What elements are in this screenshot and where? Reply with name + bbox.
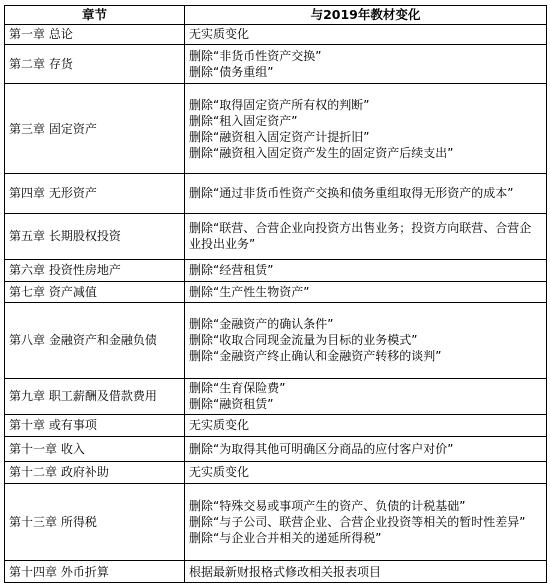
table-row [5, 303, 547, 378]
chapter-cell: 第十四章 外币折算 [5, 561, 185, 583]
change-line: 删除“租入固定资产” [189, 113, 298, 128]
chapter-cell: 第五章 长期股权投资 [5, 213, 185, 259]
chapter-cell: 第十一章 收入 [5, 436, 185, 461]
change-line: 无实质变化 [189, 27, 250, 42]
chapter-cell: 第四章 无形资产 [5, 174, 185, 214]
chapter-cell: 第三章 固定资产 [5, 84, 185, 174]
change-line: 删除“为取得其他可明确区分商品的应付客户对价” [189, 441, 454, 456]
table-row [5, 483, 547, 560]
change-cell [185, 561, 547, 583]
change-line: 删除“收取合同现金流量为目标的业务模式” [189, 333, 418, 348]
change-line: 删除“与子公司、联营企业、合营企业投资等相关的暂时性差异” [189, 514, 526, 529]
change-cell [185, 461, 547, 483]
chapter-cell: 第九章 职工薪酬及借款费用 [5, 378, 185, 415]
change-cell [185, 213, 547, 259]
chapter-cell: 第七章 资产减值 [5, 281, 185, 303]
change-line: 无实质变化 [189, 418, 250, 433]
change-line: 删除“特殊交易或事项产生的资产、负债的计税基础” [189, 498, 466, 513]
change-cell [185, 174, 547, 214]
change-line: 无实质变化 [189, 465, 250, 480]
change-line: 删除“融资租赁” [189, 397, 274, 412]
table-row [5, 561, 547, 583]
change-line: 删除“金融资产终止确认和金融资产转移的谈判” [189, 349, 442, 364]
table-row [5, 281, 547, 303]
chapter-cell: 第十三章 所得税 [5, 483, 185, 560]
chapter-cell: 第八章 金融资产和金融负债 [5, 303, 185, 378]
chapter-cell: 第十二章 政府补助 [5, 461, 185, 483]
change-line: 删除“联营、合营企业向投资方出售业务；投资方向联营、合营企业投出业务” [189, 221, 532, 252]
change-line: 删除“融资租入固定资产发生的固定资产后续支出” [189, 145, 454, 160]
table-row [5, 213, 547, 259]
change-line: 删除“生产性生物资产” [189, 284, 310, 299]
change-cell [185, 25, 547, 45]
chapter-cell: 第六章 投资性房地产 [5, 259, 185, 281]
change-line: 删除“通过非货币性资产交换和债务重组取得无形资产的成本” [189, 186, 514, 201]
chapter-cell: 第二章 存货 [5, 44, 185, 84]
table-row [5, 415, 547, 437]
change-line: 删除“债务重组” [189, 65, 274, 80]
table-row [5, 378, 547, 415]
change-cell [185, 303, 547, 378]
change-cell [185, 259, 547, 281]
table-row [5, 259, 547, 281]
change-line: 删除“生育保险费” [189, 381, 286, 396]
header-change: 与2019年教材变化 [185, 6, 547, 25]
change-line: 根据最新财报格式修改相关报表项目 [189, 564, 382, 579]
change-cell [185, 378, 547, 415]
table-header-row [5, 6, 547, 25]
change-line: 删除“融资租入固定资产计提折旧” [189, 129, 370, 144]
textbook-changes-table [4, 5, 547, 583]
change-line: 删除“金融资产的确认条件” [189, 317, 334, 332]
change-cell [185, 281, 547, 303]
change-line: 删除“经营租赁” [189, 263, 274, 278]
table-row [5, 436, 547, 461]
chapter-cell: 第一章 总论 [5, 25, 185, 45]
header-chapter: 章节 [5, 6, 185, 25]
change-cell [185, 415, 547, 437]
table-row [5, 84, 547, 174]
change-cell [185, 483, 547, 560]
table-row [5, 461, 547, 483]
change-line: 删除“非货币性资产交换” [189, 49, 322, 64]
chapter-cell: 第十章 或有事项 [5, 415, 185, 437]
change-cell [185, 84, 547, 174]
table-row [5, 44, 547, 84]
change-line: 删除“与企业合并相关的递延所得税” [189, 530, 382, 545]
change-cell [185, 436, 547, 461]
change-cell [185, 44, 547, 84]
table-row [5, 174, 547, 214]
table-row [5, 25, 547, 45]
change-line: 删除“取得固定资产所有权的判断” [189, 97, 370, 112]
